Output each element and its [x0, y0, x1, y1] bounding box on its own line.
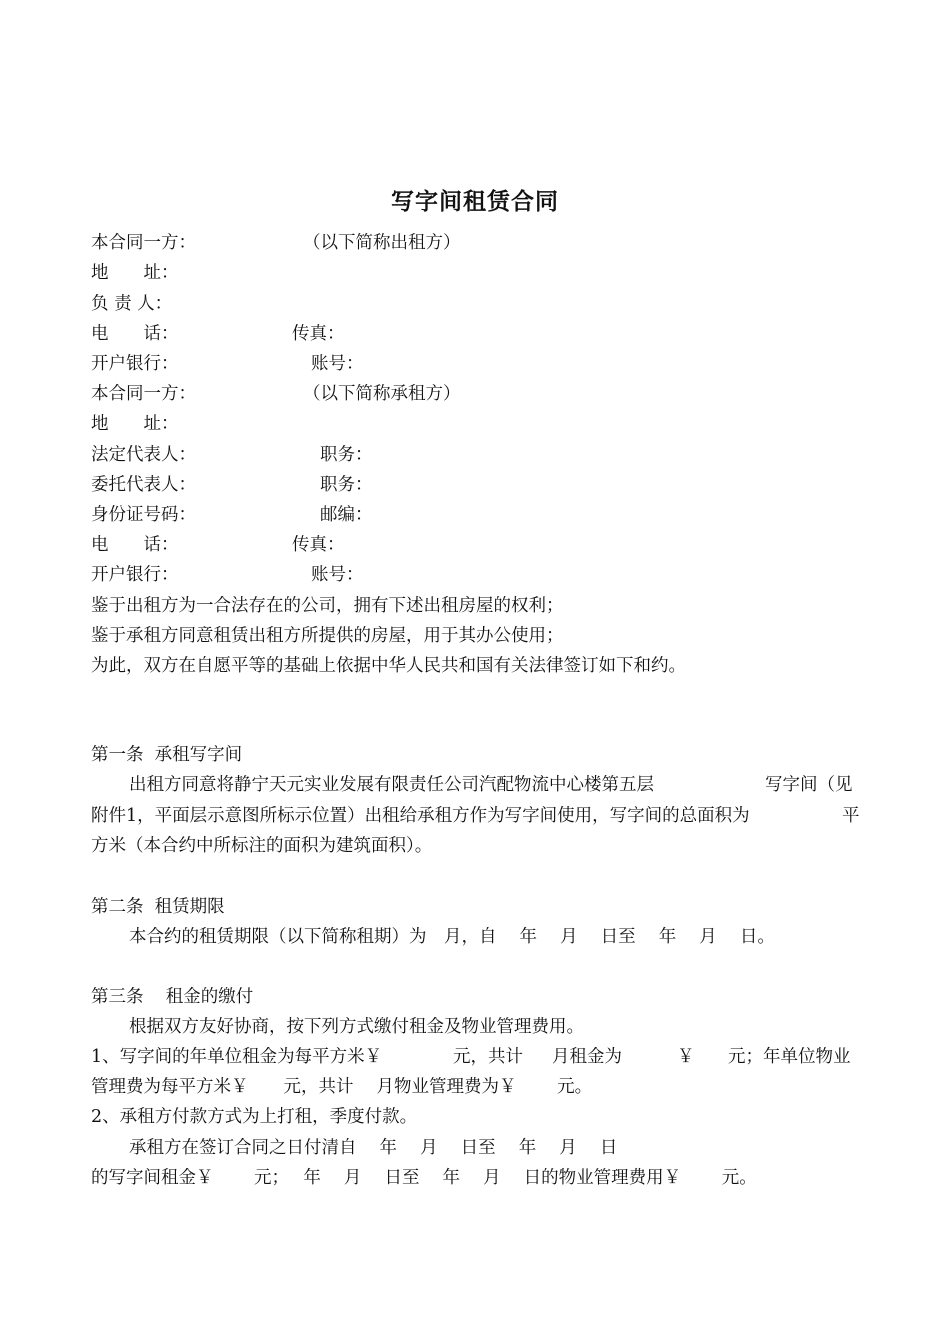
party-a-bank: 开户银行： [91, 354, 179, 374]
party-b-label: 本合同一方： [91, 384, 196, 404]
party-a-account: 账号： [311, 354, 364, 374]
party-b-account: 账号： [311, 565, 364, 585]
article-3-item-2-line-2: 承租方在签订合同之日付清自 年 月 日至 年 月 日 [129, 1138, 618, 1158]
party-b-fax: 传真： [292, 535, 345, 555]
party-a-note: （以下简称出租方） [303, 233, 461, 253]
article-1-line-1b: 写字间（见 [765, 775, 853, 795]
party-a-label: 本合同一方： [91, 233, 196, 253]
recital-1: 鉴于出租方为一合法存在的公司，拥有下述出租房屋的权利； [91, 596, 564, 616]
recital-2: 鉴于承租方同意租赁出租方所提供的房屋，用于其办公使用； [91, 626, 564, 646]
article-3-item-1d: ￥ [677, 1047, 695, 1067]
article-1-heading: 第一条 承租写字间 [91, 745, 243, 765]
party-a-phone: 电 话： [91, 324, 179, 344]
article-1-line-2a: 附件1，平面层示意图所标示位置）出租给承租方作为写字间使用，写字间的总面积为 [91, 806, 750, 826]
party-b-note: （以下简称承租方） [303, 384, 461, 404]
article-3-item-2-line-3: 的写字间租金￥ 元； 年 月 日至 年 月 日的物业管理费用￥ 元。 [91, 1168, 757, 1188]
article-3-heading: 第三条 租金的缴付 [91, 987, 254, 1007]
article-3-item-1c: 月租金为 [552, 1047, 622, 1067]
party-b-agent: 委托代表人： [91, 475, 196, 495]
party-b-legal-rep-title: 职务： [320, 445, 373, 465]
article-3-intro: 根据双方友好协商，按下列方式缴付租金及物业管理费用。 [129, 1017, 584, 1037]
article-2-line-1: 本合约的租赁期限（以下简称租期）为 月，自 年 月 日至 年 月 日。 [129, 927, 775, 947]
party-b-postcode: 邮编： [320, 505, 373, 525]
party-b-agent-title: 职务： [320, 475, 373, 495]
article-3-item-1e: 元；年单位物业 [728, 1047, 851, 1067]
party-b-legal-rep: 法定代表人： [91, 445, 196, 465]
party-a-address: 地 址： [91, 263, 179, 283]
article-2-heading: 第二条 租赁期限 [91, 897, 225, 917]
article-1-line-3: 方米（本合约中所标注的面积为建筑面积）。 [91, 836, 433, 856]
article-1-line-1a: 出租方同意将静宁天元实业发展有限责任公司汽配物流中心楼第五层 [129, 775, 654, 795]
article-3-item-1b: 元，共计 [453, 1047, 523, 1067]
recital-3: 为此，双方在自愿平等的基础上依据中华人民共和国有关法律签订如下和约。 [91, 656, 686, 676]
party-a-principal: 负 责 人： [91, 294, 173, 314]
document-title: 写字间租赁合同 [391, 188, 559, 215]
party-a-fax: 传真： [292, 324, 345, 344]
party-b-phone: 电 话： [91, 535, 179, 555]
article-1-line-2b: 平 [842, 806, 860, 826]
party-b-id-number: 身份证号码： [91, 505, 196, 525]
article-3-item-1-line-2: 管理费为每平方米￥ 元，共计 月物业管理费为￥ 元。 [91, 1077, 593, 1097]
article-3-item-1a: 1、写字间的年单位租金为每平方米￥ [91, 1047, 383, 1067]
party-b-address: 地 址： [91, 414, 179, 434]
party-b-bank: 开户银行： [91, 565, 179, 585]
article-3-item-2: 2、承租方付款方式为上打租，季度付款。 [91, 1107, 418, 1127]
